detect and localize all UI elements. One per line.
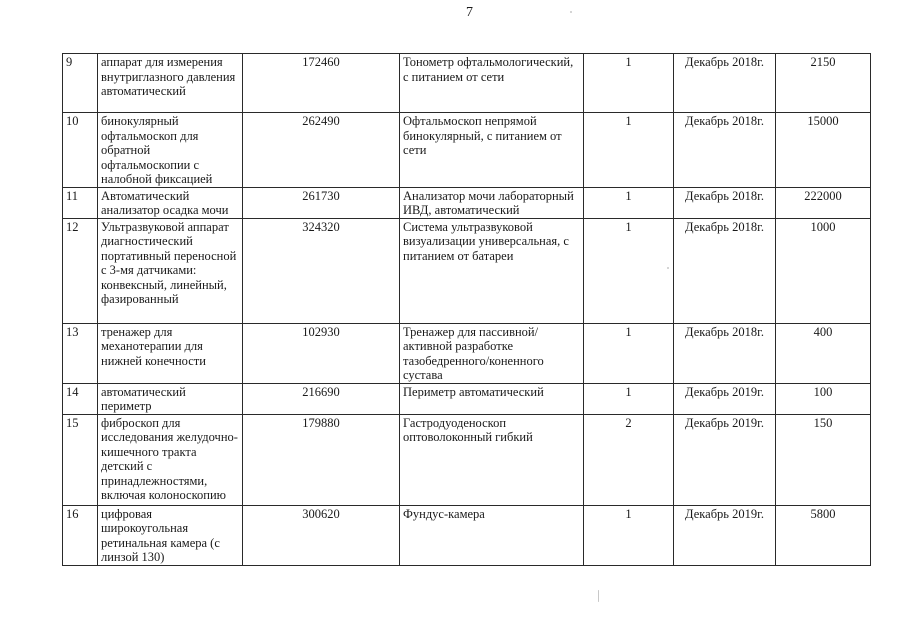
table-row (63, 218, 871, 323)
equipment-name: автоматический периметр (98, 383, 243, 414)
equipment-code: 262490 (243, 113, 400, 188)
equipment-code: 102930 (243, 323, 400, 383)
delivery-date: Декабрь 2018г. (674, 187, 776, 218)
equipment-description: Гастродуоденоскоп оптоволоконный гибкий (400, 414, 584, 505)
row-number: 9 (63, 54, 98, 113)
equipment-description: Анализатор мочи лабораторный ИВД, автоматический (400, 187, 584, 218)
equipment-code: 300620 (243, 505, 400, 565)
equipment-quantity: 1 (584, 505, 674, 565)
equipment-quantity: 1 (584, 54, 674, 113)
equipment-description: Периметр автоматический (400, 383, 584, 414)
scan-speck (667, 267, 669, 269)
equipment-name: бинокулярный офтальмоскоп для обратной офтальмоскопии с налобной фиксацией (98, 113, 243, 188)
equipment-code: 179880 (243, 414, 400, 505)
equipment-code: 172460 (243, 54, 400, 113)
equipment-description: Фундус-камера (400, 505, 584, 565)
row-number: 13 (63, 323, 98, 383)
equipment-price: 15000 (776, 113, 871, 188)
equipment-quantity: 1 (584, 218, 674, 323)
row-number: 12 (63, 218, 98, 323)
equipment-name: Автоматический анализатор осадка мочи (98, 187, 243, 218)
row-number: 14 (63, 383, 98, 414)
row-number: 16 (63, 505, 98, 565)
scan-speck (598, 590, 599, 602)
equipment-quantity: 1 (584, 323, 674, 383)
equipment-price: 2150 (776, 54, 871, 113)
table-row (63, 54, 871, 113)
delivery-date: Декабрь 2018г. (674, 323, 776, 383)
table-row (63, 383, 871, 414)
equipment-name: Ультразвуковой аппарат диагностический портативный переносной с 3-мя датчиками: конвексный, линейный, фазированный (98, 218, 243, 323)
equipment-description: Система ультразвуковой визуализации универсальная, с питанием от батареи (400, 218, 584, 323)
table-row (63, 323, 871, 383)
row-number: 15 (63, 414, 98, 505)
delivery-date: Декабрь 2019г. (674, 505, 776, 565)
scan-speck (570, 11, 572, 13)
table-row (63, 414, 871, 505)
equipment-price: 400 (776, 323, 871, 383)
equipment-price: 150 (776, 414, 871, 505)
table-row (63, 113, 871, 188)
equipment-description: Офтальмоскоп непрямой бинокулярный, с питанием от сети (400, 113, 584, 188)
delivery-date: Декабрь 2019г. (674, 383, 776, 414)
delivery-date: Декабрь 2018г. (674, 218, 776, 323)
table-row (63, 505, 871, 565)
table-row (63, 187, 871, 218)
equipment-table (62, 53, 871, 566)
row-number: 10 (63, 113, 98, 188)
equipment-name: аппарат для измерения внутриглазного давления автоматический (98, 54, 243, 113)
equipment-code: 216690 (243, 383, 400, 414)
equipment-quantity: 1 (584, 113, 674, 188)
row-number: 11 (63, 187, 98, 218)
equipment-code: 261730 (243, 187, 400, 218)
equipment-name: цифровая широкоугольная ретинальная камера (с линзой 130) (98, 505, 243, 565)
equipment-quantity: 2 (584, 414, 674, 505)
equipment-price: 100 (776, 383, 871, 414)
delivery-date: Декабрь 2018г. (674, 113, 776, 188)
equipment-price: 5800 (776, 505, 871, 565)
delivery-date: Декабрь 2019г. (674, 414, 776, 505)
delivery-date: Декабрь 2018г. (674, 54, 776, 113)
equipment-name: фиброскоп для исследования желудочно-кишечного тракта детский с принадлежностями, включая колоноскопию (98, 414, 243, 505)
equipment-code: 324320 (243, 218, 400, 323)
page-number: 7 (466, 5, 473, 20)
equipment-price: 1000 (776, 218, 871, 323)
equipment-quantity: 1 (584, 187, 674, 218)
equipment-name: тренажер для механотерапии для нижней конечности (98, 323, 243, 383)
equipment-description: Тренажер для пассивной/активной разработке тазобедренного/коненного сустава (400, 323, 584, 383)
equipment-description: Тонометр офтальмологический, с питанием от сети (400, 54, 584, 113)
equipment-quantity: 1 (584, 383, 674, 414)
equipment-price: 222000 (776, 187, 871, 218)
